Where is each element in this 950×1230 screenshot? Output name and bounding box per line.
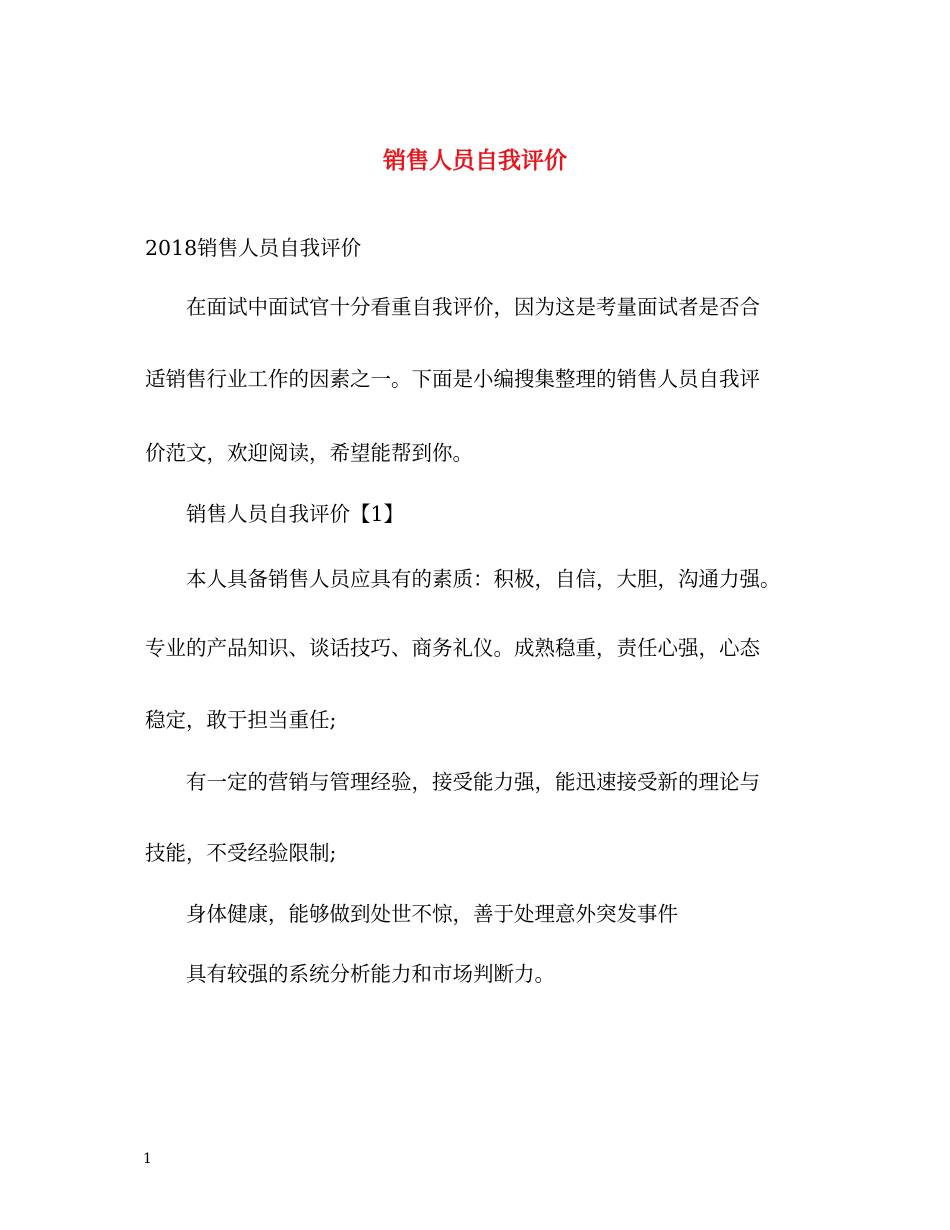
paragraph-line: 具有较强的系统分析能力和市场判断力。 — [186, 962, 555, 986]
page-number: 1 — [143, 1151, 152, 1167]
paragraph-line: 本人具备销售人员应具有的素质：积极，自信，大胆，沟通力强。 — [186, 567, 781, 591]
paragraph-line: 身体健康，能够做到处世不惊，善于处理意外突发事件 — [186, 902, 678, 926]
document-title: 销售人员自我评价 — [383, 147, 567, 174]
paragraph-line: 技能，不受经验限制; — [145, 841, 337, 865]
document-subtitle: 2018销售人员自我评价 — [145, 236, 362, 260]
paragraph-line: 稳定，敢于担当重任; — [145, 708, 337, 732]
paragraph-line: 在面试中面试官十分看重自我评价，因为这是考量面试者是否合 — [186, 295, 760, 319]
paragraph-line: 有一定的营销与管理经验，接受能力强，能迅速接受新的理论与 — [186, 770, 760, 794]
section-heading: 销售人员自我评价【1】 — [186, 502, 405, 526]
paragraph-line: 专业的产品知识、谈话技巧、商务礼仪。成熟稳重，责任心强，心态 — [145, 636, 760, 660]
paragraph-line: 价范文，欢迎阅读，希望能帮到你。 — [145, 441, 473, 465]
paragraph-line: 适销售行业工作的因素之一。下面是小编搜集整理的销售人员自我评 — [145, 367, 760, 391]
